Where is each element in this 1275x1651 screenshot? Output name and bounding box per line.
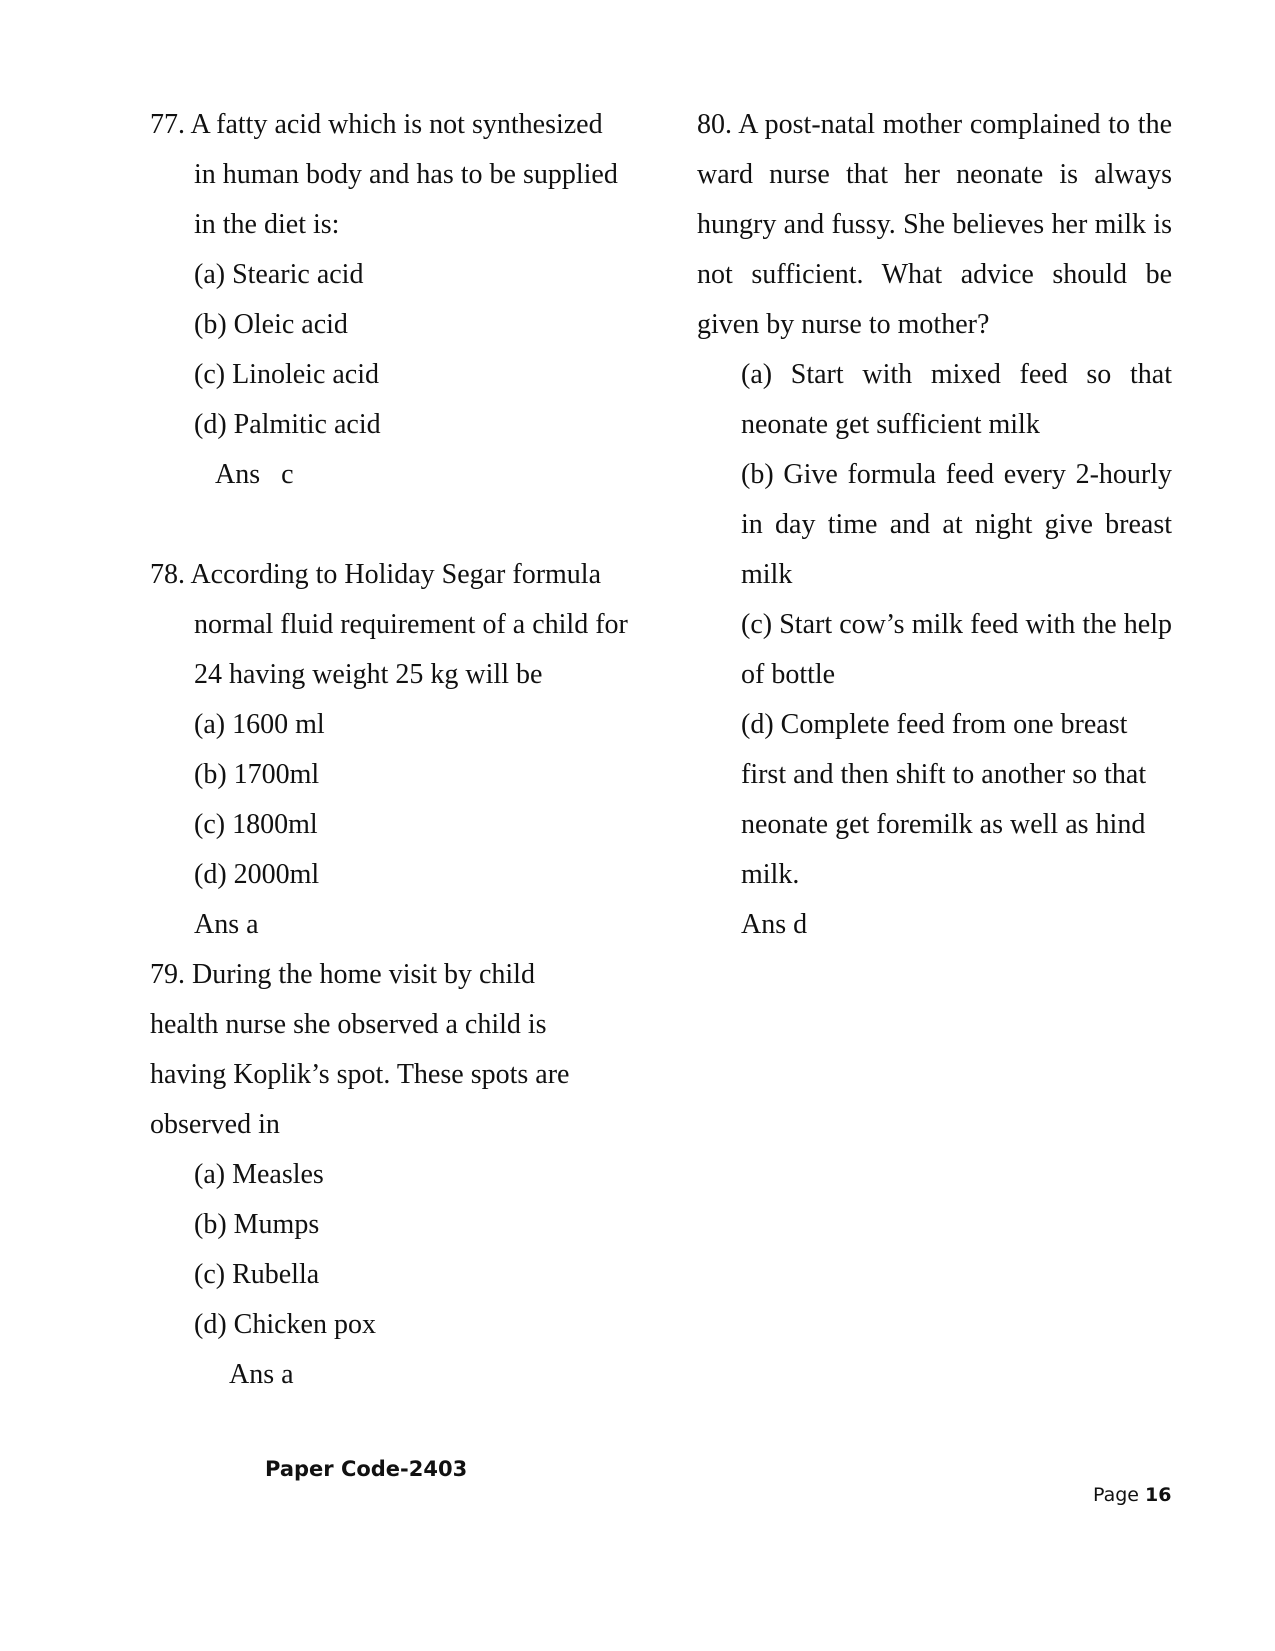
option-b: (b) 1700ml xyxy=(194,759,320,790)
question-text: 79. During the home visit by child health nurse she observed a child is having Koplik’s spot. These spots are observed in xyxy=(150,959,570,1140)
answer: Ans a xyxy=(229,1359,294,1390)
page-number-footer xyxy=(1093,1484,1172,1506)
option-a: (a) Stearic acid xyxy=(194,259,364,290)
question-79 xyxy=(150,950,630,1400)
page-number: 16 xyxy=(1145,1484,1172,1506)
option-c: (c) Start cow’s milk feed with the help of bottle xyxy=(741,609,1172,690)
option-a: (a) 1600 ml xyxy=(194,709,325,740)
question-text: 78. According to Holiday Segar formula normal fluid requirement of a child for 24 having weight 25 kg will be xyxy=(150,559,628,690)
question-77 xyxy=(150,100,630,500)
option-b: (b) Give formula feed every 2-hourly in day time and at night give breast milk xyxy=(741,459,1172,590)
spacer xyxy=(150,500,630,550)
option-d: (d) Complete feed from one breast first and then shift to another so that neonate get foremilk as well as hind milk. xyxy=(741,709,1147,890)
option-d: (d) Palmitic acid xyxy=(194,409,381,440)
question-text: 80. A post-natal mother complained to the ward nurse that her neonate is always hungry and fussy. She believes her milk is not sufficient. What advice should be given by nurse to mother? xyxy=(697,109,1172,340)
question-80 xyxy=(697,100,1172,950)
answer: Ans a xyxy=(194,909,259,940)
option-c: (c) Rubella xyxy=(194,1259,320,1290)
left-column xyxy=(150,100,630,1400)
answer: Ans c xyxy=(215,459,294,490)
question-text: 77. A fatty acid which is not synthesized in human body and has to be supplied in the diet is: xyxy=(150,109,618,240)
option-c: (c) Linoleic acid xyxy=(194,359,380,390)
option-b: (b) Oleic acid xyxy=(194,309,348,340)
option-a: (a) Measles xyxy=(194,1159,324,1190)
paper-code: Paper Code-2403 xyxy=(265,1457,468,1481)
option-d: (d) 2000ml xyxy=(194,859,320,890)
option-c: (c) 1800ml xyxy=(194,809,318,840)
option-b: (b) Mumps xyxy=(194,1209,320,1240)
page-label: Page xyxy=(1093,1484,1139,1506)
answer: Ans d xyxy=(741,909,808,940)
question-78 xyxy=(150,550,630,950)
right-column xyxy=(697,100,1172,950)
option-d: (d) Chicken pox xyxy=(194,1309,376,1340)
option-a: (a) Start with mixed feed so that neonate get sufficient milk xyxy=(741,359,1172,440)
